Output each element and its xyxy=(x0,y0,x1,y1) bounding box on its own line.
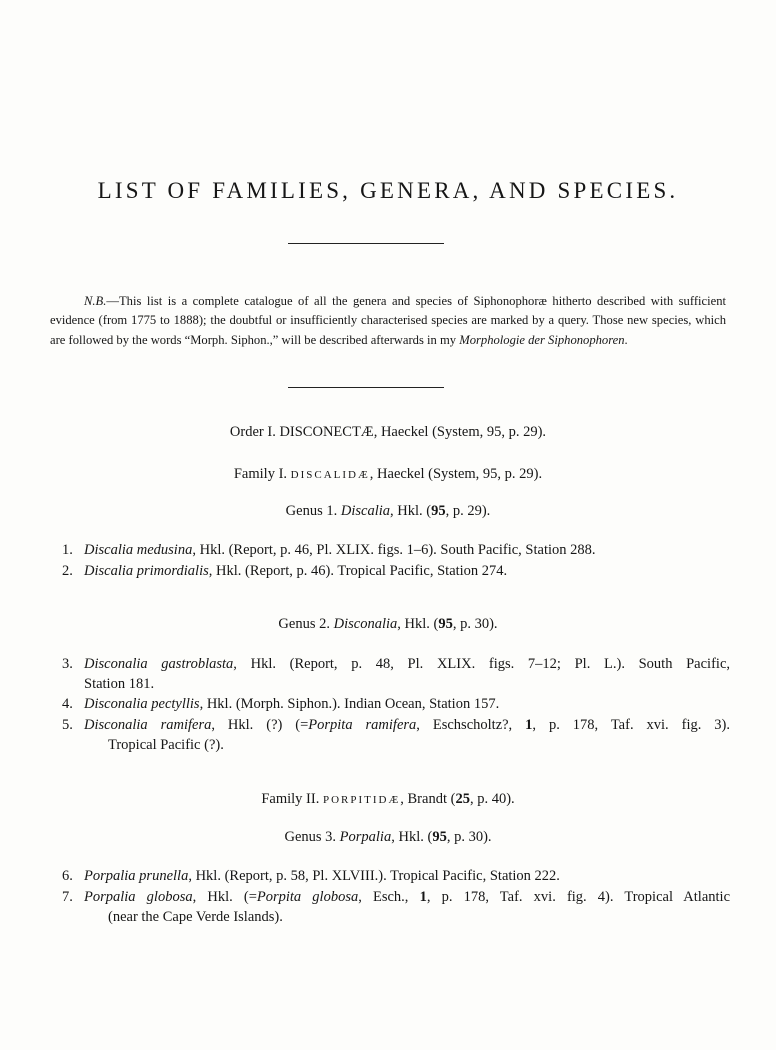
species-name: Discalia medusina xyxy=(84,542,193,558)
species-details: , Hkl. (Report, p. 46, Pl. XLIX. figs. 1–6). South Pacific, Station 288. xyxy=(192,542,596,558)
genus-author: , Hkl. ( xyxy=(390,503,432,519)
species-details: , Hkl. (Report, p. 48, Pl. XLIX. figs. 7–12; Pl. L.). South Pacific, xyxy=(233,656,731,672)
genus-heading-3 xyxy=(0,829,776,846)
genus-suffix: , p. 30). xyxy=(452,616,498,632)
family-prefix: Family II. xyxy=(261,791,323,807)
species-continuation: (near the Cape Verde Islands). xyxy=(108,909,283,925)
order-heading: Order I. DISCONECTÆ, Haeckel (System, 95, p. 29). xyxy=(229,424,547,440)
genus-ref-number: 95 xyxy=(438,616,453,632)
genus-heading-2 xyxy=(0,616,776,633)
species-number: 4. xyxy=(62,696,73,712)
genus-author: , Hkl. ( xyxy=(397,616,439,632)
species-number: 3. xyxy=(62,656,73,672)
species-entry xyxy=(62,694,730,714)
species-entry xyxy=(62,715,730,755)
editorial-note xyxy=(50,292,726,351)
divider-rule-bottom xyxy=(288,387,444,388)
species-entry xyxy=(62,866,730,886)
species-details: , Hkl. (= xyxy=(192,889,257,905)
note-end: . xyxy=(624,332,628,347)
species-number: 7. xyxy=(62,889,73,905)
genus-author: , Hkl. ( xyxy=(391,829,433,845)
family-author: , Brandt ( xyxy=(400,791,456,807)
genus-prefix: Genus 1. xyxy=(285,503,341,519)
species-entry xyxy=(62,561,730,581)
genus-ref-number: 95 xyxy=(431,503,446,519)
species-number: 6. xyxy=(62,868,73,884)
species-continuation: Tropical Pacific (?). xyxy=(108,737,224,753)
species-name: Porpalia globosa xyxy=(84,889,193,905)
species-details: , p. 178, Taf. xvi. fig. 4). Tropical Atlantic xyxy=(426,889,731,905)
family-suffix: , Haeckel (System, 95, p. 29). xyxy=(369,466,543,482)
species-number: 2. xyxy=(62,563,73,579)
family-heading-2 xyxy=(0,791,776,808)
genus-name: Disconalia xyxy=(333,616,398,632)
species-number: 1. xyxy=(62,542,73,558)
species-entry xyxy=(62,540,730,560)
species-details: , Hkl. (Report, p. 58, Pl. XLVIII.). Tropical Pacific, Station 222. xyxy=(188,868,560,884)
species-details: , p. 178, Taf. xvi. fig. 3). xyxy=(532,717,731,733)
species-details: , Hkl. (Report, p. 46). Tropical Pacific, Station 274. xyxy=(208,563,508,579)
family-prefix: Family I. xyxy=(233,466,291,482)
species-synonym: Porpita ramifera xyxy=(308,717,417,733)
note-lead: N.B. xyxy=(84,293,107,308)
genus-ref-number: 95 xyxy=(432,829,447,845)
species-continuation: Station 181. xyxy=(84,676,155,692)
genus-prefix: Genus 3. xyxy=(284,829,340,845)
genus-name: Porpalia xyxy=(339,829,392,845)
note-text: —This list is a complete catalogue of all the genera and species of Siphonophoræ hitherto described with sufficient evidence (from 1775 to 1888); the doubtful or insufficiently characterised species are marked by a query. Those new species, which are followed by the words “Morph. Siphon.,” will be described afterwards in my xyxy=(50,293,726,347)
genus-prefix: Genus 2. xyxy=(278,616,334,632)
genus-name: Discalia xyxy=(340,503,390,519)
species-number: 5. xyxy=(62,717,73,733)
family-heading-1 xyxy=(0,466,776,483)
note-book-title: Morphologie der Siphonophoren xyxy=(459,332,625,347)
species-details: , Esch., xyxy=(358,889,420,905)
species-synonym: Porpita globosa xyxy=(256,889,359,905)
species-ref-volume: 1 xyxy=(419,889,427,905)
genus-heading-1 xyxy=(0,503,776,520)
genus-suffix: , p. 29). xyxy=(445,503,491,519)
species-name: Disconalia ramifera xyxy=(84,717,212,733)
family-ref-number: 25 xyxy=(455,791,470,807)
species-details: , Hkl. (?) (= xyxy=(211,717,309,733)
family-name: DISCALIDÆ xyxy=(290,469,370,481)
species-name: Disconalia gastroblasta xyxy=(84,656,234,672)
species-entry xyxy=(62,887,730,927)
page-title: LIST OF FAMILIES, GENERA, AND SPECIES. xyxy=(97,178,679,203)
family-suffix: , p. 40). xyxy=(469,791,515,807)
divider-rule-top xyxy=(288,243,444,244)
species-name: Discalia primordialis xyxy=(84,563,209,579)
species-details: , Eschscholtz?, xyxy=(416,717,526,733)
species-details: , Hkl. (Morph. Siphon.). Indian Ocean, Station 157. xyxy=(199,696,500,712)
species-entry xyxy=(62,654,730,694)
species-ref-volume: 1 xyxy=(525,717,533,733)
species-name: Porpalia prunella xyxy=(84,868,189,884)
species-name: Disconalia pectyllis xyxy=(84,696,200,712)
genus-suffix: , p. 30). xyxy=(446,829,492,845)
family-name: PORPITIDÆ xyxy=(322,794,401,806)
